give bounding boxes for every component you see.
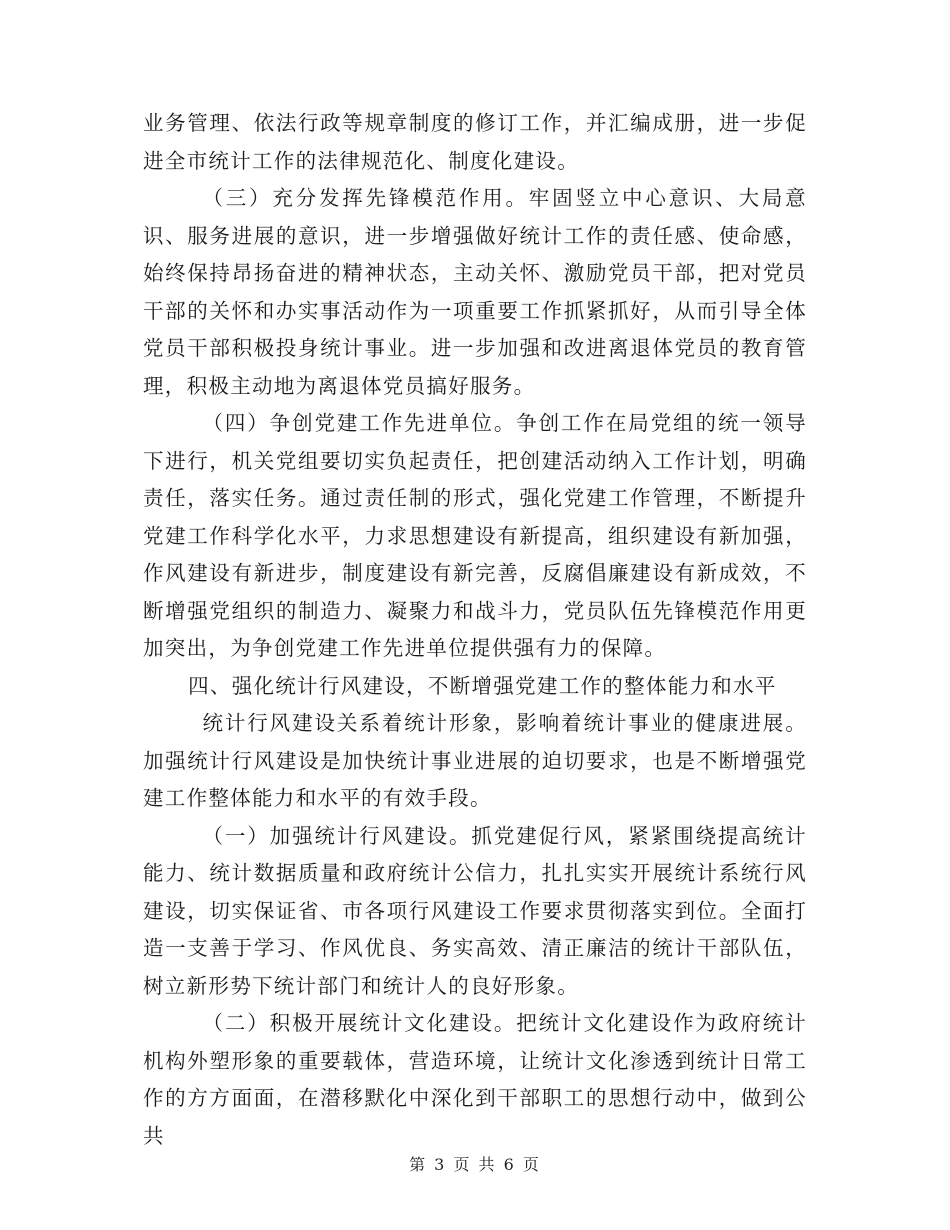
paragraph-item-4-2: （二）积极开展统计文化建设。把统计文化建设作为政府统计机构外塑形象的重要载体，营造环境，让统计文化渗透到统计日常工作的方方面面，在潜移默化中深化到干部职工的思想行动中，做到公共 — [143, 1011, 807, 1148]
paragraph-item-4: （四）争创党建工作先进单位。争创工作在局党组的统一领导下进行，机关党组要切实负起责任，把创建活动纳入工作计划，明确责任，落实任务。通过责任制的形式，强化党建工作管理，不断提升党建工作科学化水平，力求思想建设有新提高，组织建设有新加强，作风建设有新进步，制度建设有新完善，反腐倡廉建设有新成效，不断增强党组织的制造力、凝聚力和战斗力，党员队伍先锋模范作用更加突出，为争创党建工作先进单位提供强有力的保障。 — [143, 411, 807, 660]
page-number: 第 3 页 共 6 页 — [409, 1155, 541, 1174]
paragraph-item-4-1: （一）加强统计行风建设。抓党建促行风，紧紧围绕提高统计能力、统计数据质量和政府统计公信力，扎扎实实开展统计系统行风建设，切实保证省、市各项行风建设工作要求贯彻落实到位。全面打造一支善于学习、作风优良、务实高效、清正廉洁的统计干部队伍，树立新形势下统计部门和统计人的良好形象。 — [143, 823, 807, 998]
paragraph-item-3: （三）充分发挥先锋模范作用。牢固竖立中心意识、大局意识、服务进展的意识，进一步增强做好统计工作的责任感、使命感，始终保持昂扬奋进的精神状态，主动关怀、激励党员干部，把对党员干部的关怀和办实事活动作为一项重要工作抓紧抓好，从而引导全体党员干部积极投身统计事业。进一步加强和改进离退体党员的教育管理，积极主动地为离退体党员搞好服务。 — [143, 186, 807, 398]
paragraph-section-intro: 统计行风建设关系着统计形象，影响着统计事业的健康进展。加强统计行风建设是加快统计事业进展的迫切要求，也是不断增强党建工作整体能力和水平的有效手段。 — [143, 711, 807, 810]
section-heading: 四、强化统计行风建设，不断增强党建工作的整体能力和水平 — [188, 673, 777, 698]
paragraph-continuation: 业务管理、依法行政等规章制度的修订工作，并汇编成册，进一步促进全市统计工作的法律规范化、制度化建设。 — [143, 111, 807, 173]
document-body — [143, 105, 807, 1155]
